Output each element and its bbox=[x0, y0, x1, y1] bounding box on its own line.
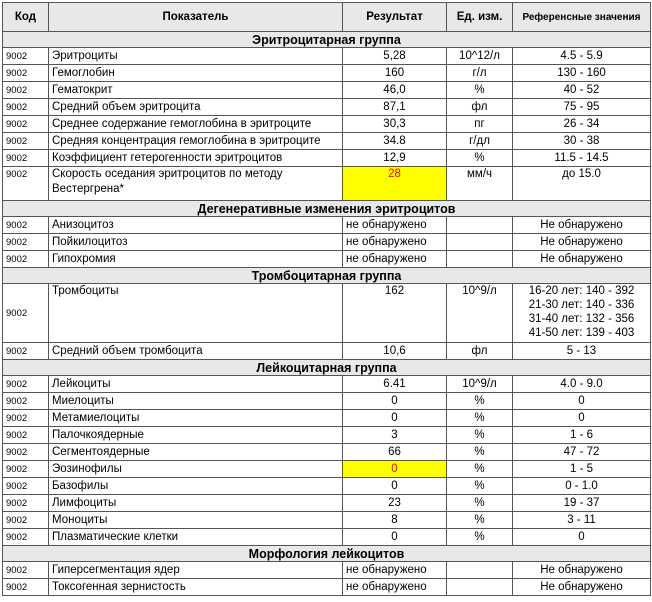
group-title: Эритроцитарная группа bbox=[3, 32, 651, 48]
row-name: Моноциты bbox=[49, 512, 343, 529]
row-code: 9002 bbox=[3, 251, 49, 268]
group-title: Морфология лейкоцитов bbox=[3, 546, 651, 562]
row-code: 9002 bbox=[3, 495, 49, 512]
row-code: 9002 bbox=[3, 217, 49, 234]
ref-line: 31-40 лет: 132 - 356 bbox=[528, 313, 635, 325]
row-ref: 47 - 72 bbox=[513, 444, 651, 461]
table-row bbox=[3, 133, 651, 150]
row-result: не обнаружено bbox=[343, 562, 447, 579]
row-result: 3 bbox=[343, 427, 447, 444]
row-unit bbox=[447, 562, 513, 579]
row-result: 0 bbox=[343, 478, 447, 495]
row-name: Тромбоциты bbox=[49, 284, 343, 343]
row-name: Гемоглобин bbox=[49, 65, 343, 82]
row-unit: % bbox=[447, 529, 513, 546]
row-result: 8 bbox=[343, 512, 447, 529]
row-unit: 10^12/л bbox=[447, 48, 513, 65]
ref-line: 21-30 лет: 140 - 336 bbox=[528, 299, 635, 311]
row-code: 9002 bbox=[3, 133, 49, 150]
table-row bbox=[3, 444, 651, 461]
group-row-leuko bbox=[3, 360, 651, 376]
row-unit: % bbox=[447, 461, 513, 478]
row-code: 9002 bbox=[3, 116, 49, 133]
group-row-thrombo bbox=[3, 268, 651, 284]
table-row bbox=[3, 376, 651, 393]
row-name: Эритроциты bbox=[49, 48, 343, 65]
row-code: 9002 bbox=[3, 427, 49, 444]
row-code: 9002 bbox=[3, 512, 49, 529]
table-row bbox=[3, 150, 651, 167]
row-name: Средний объем эритроцита bbox=[49, 99, 343, 116]
header-ref: Референсные значения bbox=[513, 3, 651, 32]
row-result: 0 bbox=[343, 393, 447, 410]
ref-line: 16-20 лет: 140 - 392 bbox=[528, 285, 635, 297]
row-result: не обнаружено bbox=[343, 579, 447, 596]
row-result: 12,9 bbox=[343, 150, 447, 167]
row-name: Скорость оседания эритроцитов по методу Вестергрена* bbox=[49, 167, 343, 201]
table-row bbox=[3, 461, 651, 478]
row-result: 5,28 bbox=[343, 48, 447, 65]
row-unit bbox=[447, 217, 513, 234]
row-name: Сегментоядерные bbox=[49, 444, 343, 461]
row-unit: % bbox=[447, 410, 513, 427]
lab-results-table bbox=[2, 2, 651, 596]
group-title: Лейкоцитарная группа bbox=[3, 360, 651, 376]
row-code: 9002 bbox=[3, 234, 49, 251]
row-ref: 3 - 11 bbox=[513, 512, 651, 529]
header-unit: Ед. изм. bbox=[447, 3, 513, 32]
table-row bbox=[3, 116, 651, 133]
table-row bbox=[3, 529, 651, 546]
row-result: не обнаружено bbox=[343, 217, 447, 234]
row-ref: 1 - 5 bbox=[513, 461, 651, 478]
header-result: Результат bbox=[343, 3, 447, 32]
row-ref: 75 - 95 bbox=[513, 99, 651, 116]
row-ref: 0 bbox=[513, 393, 651, 410]
ref-line: 41-50 лет: 139 - 403 bbox=[528, 327, 635, 339]
table-row bbox=[3, 393, 651, 410]
table-row bbox=[3, 410, 651, 427]
row-unit: % bbox=[447, 478, 513, 495]
row-name: Лимфоциты bbox=[49, 495, 343, 512]
row-unit: пг bbox=[447, 116, 513, 133]
row-ref: Не обнаружено bbox=[513, 579, 651, 596]
table-row bbox=[3, 167, 651, 201]
row-code: 9002 bbox=[3, 461, 49, 478]
row-ref: 0 bbox=[513, 410, 651, 427]
row-result: 162 bbox=[343, 284, 447, 343]
row-unit: мм/ч bbox=[447, 167, 513, 201]
row-unit: г/л bbox=[447, 65, 513, 82]
table-row bbox=[3, 579, 651, 596]
row-unit: фл bbox=[447, 99, 513, 116]
row-unit: 10^9/л bbox=[447, 376, 513, 393]
row-code: 9002 bbox=[3, 82, 49, 99]
row-unit: % bbox=[447, 512, 513, 529]
row-unit: % bbox=[447, 444, 513, 461]
row-code: 9002 bbox=[3, 444, 49, 461]
row-name: Гиперсегментация ядер bbox=[49, 562, 343, 579]
row-name: Гипохромия bbox=[49, 251, 343, 268]
table-row bbox=[3, 284, 651, 343]
row-unit: фл bbox=[447, 343, 513, 360]
row-ref: 4.0 - 9.0 bbox=[513, 376, 651, 393]
row-unit: % bbox=[447, 82, 513, 99]
row-result: 34.8 bbox=[343, 133, 447, 150]
row-ref-multiline bbox=[513, 284, 651, 343]
table-row bbox=[3, 234, 651, 251]
group-row-erythro bbox=[3, 32, 651, 48]
row-unit: 10^9/л bbox=[447, 284, 513, 343]
row-unit: % bbox=[447, 150, 513, 167]
row-ref: Не обнаружено bbox=[513, 251, 651, 268]
row-ref: 0 bbox=[513, 529, 651, 546]
row-name: Лейкоциты bbox=[49, 376, 343, 393]
row-name: Среднее содержание гемоглобина в эритроците bbox=[49, 116, 343, 133]
row-name: Коэффициент гетерогенности эритроцитов bbox=[49, 150, 343, 167]
row-result: 46,0 bbox=[343, 82, 447, 99]
table-row bbox=[3, 427, 651, 444]
row-ref: 26 - 34 bbox=[513, 116, 651, 133]
row-name: Палочкоядерные bbox=[49, 427, 343, 444]
row-ref: 0 - 1.0 bbox=[513, 478, 651, 495]
group-title: Дегенеративные изменения эритроцитов bbox=[3, 201, 651, 217]
row-ref: 130 - 160 bbox=[513, 65, 651, 82]
table-row bbox=[3, 82, 651, 99]
row-code: 9002 bbox=[3, 99, 49, 116]
row-ref: 5 - 13 bbox=[513, 343, 651, 360]
row-ref: 30 - 38 bbox=[513, 133, 651, 150]
row-name: Средний объем тромбоцита bbox=[49, 343, 343, 360]
group-title: Тромбоцитарная группа bbox=[3, 268, 651, 284]
row-unit bbox=[447, 579, 513, 596]
row-unit: % bbox=[447, 427, 513, 444]
table-row bbox=[3, 343, 651, 360]
header-name: Показатель bbox=[49, 3, 343, 32]
row-code: 9002 bbox=[3, 167, 49, 201]
row-code: 9002 bbox=[3, 562, 49, 579]
row-name: Токсогенная зернистость bbox=[49, 579, 343, 596]
row-result: 160 bbox=[343, 65, 447, 82]
row-name: Эозинофилы bbox=[49, 461, 343, 478]
row-result: 30,3 bbox=[343, 116, 447, 133]
row-name: Базофилы bbox=[49, 478, 343, 495]
row-name: Метамиелоциты bbox=[49, 410, 343, 427]
row-result: 10,6 bbox=[343, 343, 447, 360]
row-code: 9002 bbox=[3, 48, 49, 65]
row-code: 9002 bbox=[3, 478, 49, 495]
table-row bbox=[3, 562, 651, 579]
row-unit bbox=[447, 251, 513, 268]
table-row bbox=[3, 495, 651, 512]
row-result: не обнаружено bbox=[343, 251, 447, 268]
table-row bbox=[3, 48, 651, 65]
row-ref: 40 - 52 bbox=[513, 82, 651, 99]
row-code: 9002 bbox=[3, 579, 49, 596]
row-name: Анизоцитоз bbox=[49, 217, 343, 234]
row-unit: г/дл bbox=[447, 133, 513, 150]
table-row bbox=[3, 512, 651, 529]
table-row bbox=[3, 99, 651, 116]
row-ref: 1 - 6 bbox=[513, 427, 651, 444]
row-ref: Не обнаружено bbox=[513, 562, 651, 579]
table-row bbox=[3, 251, 651, 268]
row-code: 9002 bbox=[3, 284, 49, 343]
row-ref: Не обнаружено bbox=[513, 217, 651, 234]
row-unit bbox=[447, 234, 513, 251]
row-unit: % bbox=[447, 393, 513, 410]
row-result: 6.41 bbox=[343, 376, 447, 393]
row-ref: до 15.0 bbox=[513, 167, 651, 201]
row-name: Гематокрит bbox=[49, 82, 343, 99]
row-name: Средняя концентрация гемоглобина в эритроците bbox=[49, 133, 343, 150]
row-result-flagged: 28 bbox=[343, 167, 447, 201]
row-result: 87,1 bbox=[343, 99, 447, 116]
row-code: 9002 bbox=[3, 376, 49, 393]
row-name: Пойкилоцитоз bbox=[49, 234, 343, 251]
row-result: не обнаружено bbox=[343, 234, 447, 251]
row-name: Плазматические клетки bbox=[49, 529, 343, 546]
row-code: 9002 bbox=[3, 529, 49, 546]
row-result: 0 bbox=[343, 529, 447, 546]
row-result: 23 bbox=[343, 495, 447, 512]
row-code: 9002 bbox=[3, 410, 49, 427]
group-row-degen bbox=[3, 201, 651, 217]
row-ref: 19 - 37 bbox=[513, 495, 651, 512]
table-header-row bbox=[3, 3, 651, 32]
row-code: 9002 bbox=[3, 393, 49, 410]
row-unit: % bbox=[447, 495, 513, 512]
row-result-flagged: 0 bbox=[343, 461, 447, 478]
row-code: 9002 bbox=[3, 343, 49, 360]
row-result: 66 bbox=[343, 444, 447, 461]
row-result: 0 bbox=[343, 410, 447, 427]
row-ref: Не обнаружено bbox=[513, 234, 651, 251]
row-name: Миелоциты bbox=[49, 393, 343, 410]
table-row bbox=[3, 478, 651, 495]
group-row-morph bbox=[3, 546, 651, 562]
row-code: 9002 bbox=[3, 150, 49, 167]
row-code: 9002 bbox=[3, 65, 49, 82]
table-row bbox=[3, 217, 651, 234]
header-code: Код bbox=[3, 3, 49, 32]
row-ref: 4.5 - 5.9 bbox=[513, 48, 651, 65]
table-row bbox=[3, 65, 651, 82]
row-ref: 11.5 - 14.5 bbox=[513, 150, 651, 167]
